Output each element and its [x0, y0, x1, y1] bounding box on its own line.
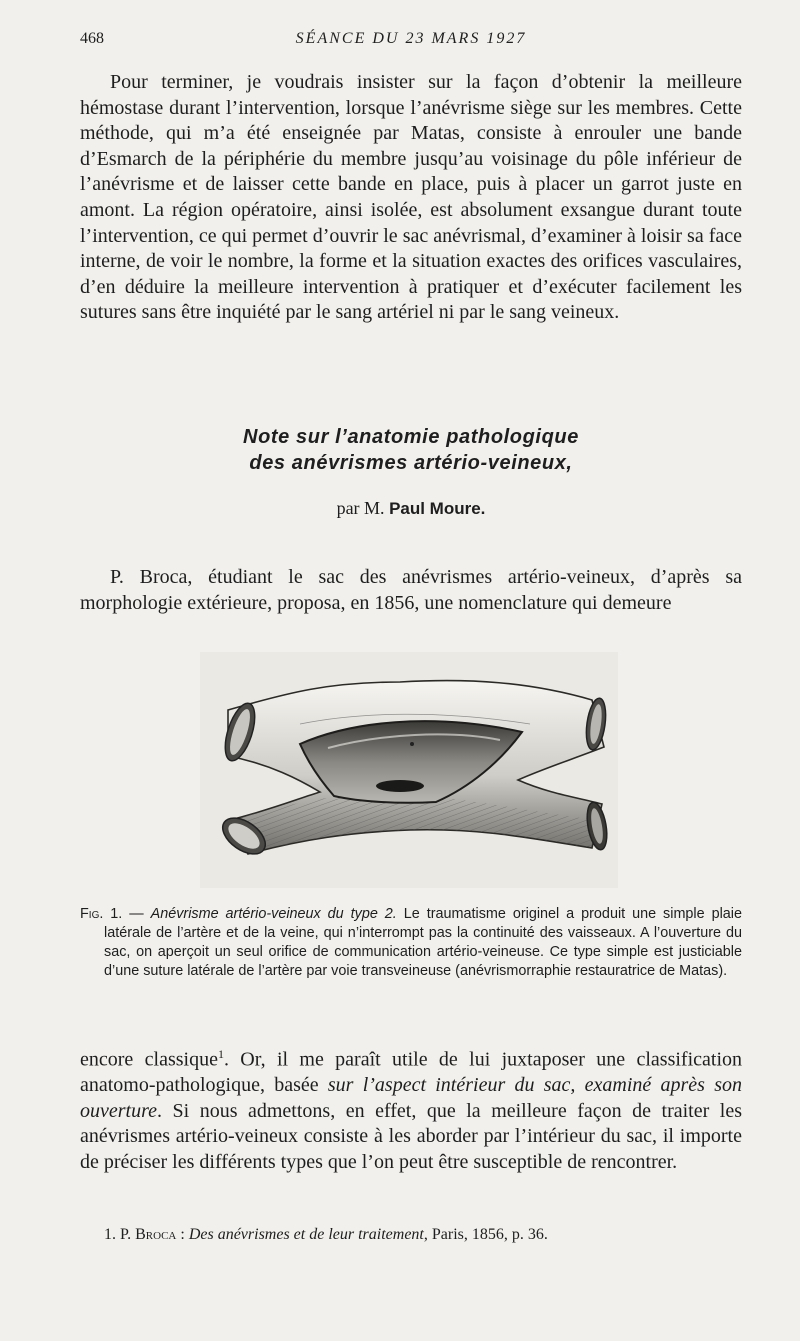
author-name: Paul Moure. [389, 499, 486, 518]
figure-caption [80, 905, 742, 981]
byline-prefix: par M. [336, 498, 385, 518]
figure-title: Anévrisme artério-veineux du type 2. [150, 906, 397, 922]
figure-description: Le traumatisme originel a produit une simple plaie latérale de l’artère et de la veine, qui n’interrompt pas la continuité des vaisseaux. A l’ouverture du sac, on aperçoit un seul orifice de communication artério-veineuse. Ce type simple est justiciable d’une suture latérale de l’artère par voie transveineuse (anévrismorraphie restauratrice de Matas). [104, 906, 742, 979]
paragraph-classification-mid: . Or, il me paraît utile de lui juxtaposer une classification anatomo-pathologique, basée [80, 1048, 742, 1097]
paragraph-classification-italic: sur l’aspect intérieur du sac, examiné après son ouverture [80, 1074, 742, 1122]
running-header [80, 30, 742, 56]
paragraph-classification [80, 1042, 742, 1176]
paragraph-broca-intro [80, 565, 742, 616]
article-title-line-2: des anévrismes artério-veineux, [249, 452, 573, 474]
figure-label: Fig. 1. [80, 906, 123, 922]
paragraph-hemostasis-text: Pour terminer, je voudrais insister sur la façon d’obtenir la meilleure hémostase durant l’intervention, lorsque l’anévrisme siège sur les membres. Cette méthode, qui m’a été enseignée par Matas, consiste à enrouler une bande d’Esmarch de la périphérie du membre jusqu’au voisinage du pôle inférieur de l’anévrisme et de laisser cette bande en place, puis à placer un garrot juste en amont. La région opératoire, ainsi isolée, est absolument exsangue durant toute l’intervention, ce qui permet d’ouvrir le sac anévrismal, d’examiner à loisir sa face interne, de voir le nombre, la forme et la situation exactes des orifices vasculaires, d’en déduire la meilleure intervention à pratiquer et d’exécuter facilement les sutures sans être inquiété par le sang artériel ni par le sang veineux. [80, 71, 742, 324]
paragraph-classification-start: encore classique [80, 1048, 218, 1071]
running-title: SÉANCE DU 23 MARS 1927 [295, 30, 527, 47]
figure-aneurysm-illustration [200, 652, 618, 888]
page-number: 468 [80, 30, 104, 47]
figure-dash: — [122, 906, 151, 922]
figure-caption-text [80, 905, 742, 981]
footnote-details: , Paris, 1856, p. 36. [423, 1226, 548, 1243]
aneurysm-drawing [200, 652, 618, 888]
footnote-book-title: Des anévrismes et de leur traitement [188, 1226, 424, 1243]
footnote-separator: : [176, 1226, 189, 1243]
footnote-reference: 1 [217, 1047, 224, 1061]
footnote-number: 1. P. [104, 1226, 136, 1243]
article-title-line-1: Note sur l’anatomie pathologique [243, 426, 579, 448]
footnote [104, 1225, 744, 1245]
paragraph-broca-intro-text: P. Broca, étudiant le sac des anévrismes artério-veineux, d’après sa morphologie extérieure, proposa, en 1856, une nomenclature qui demeure [80, 566, 742, 614]
byline [80, 498, 742, 519]
footnote-author: Broca [135, 1226, 177, 1243]
paragraph-classification-end: . Si nous admettons, en effet, que la meilleure façon de traiter les anévrismes artério-veineux consiste à les aborder par l’intérieur du sac, il importe de préciser les différents types que l’on peut être susceptible de rencontrer. [80, 1099, 742, 1174]
paragraph-hemostasis [80, 70, 742, 326]
